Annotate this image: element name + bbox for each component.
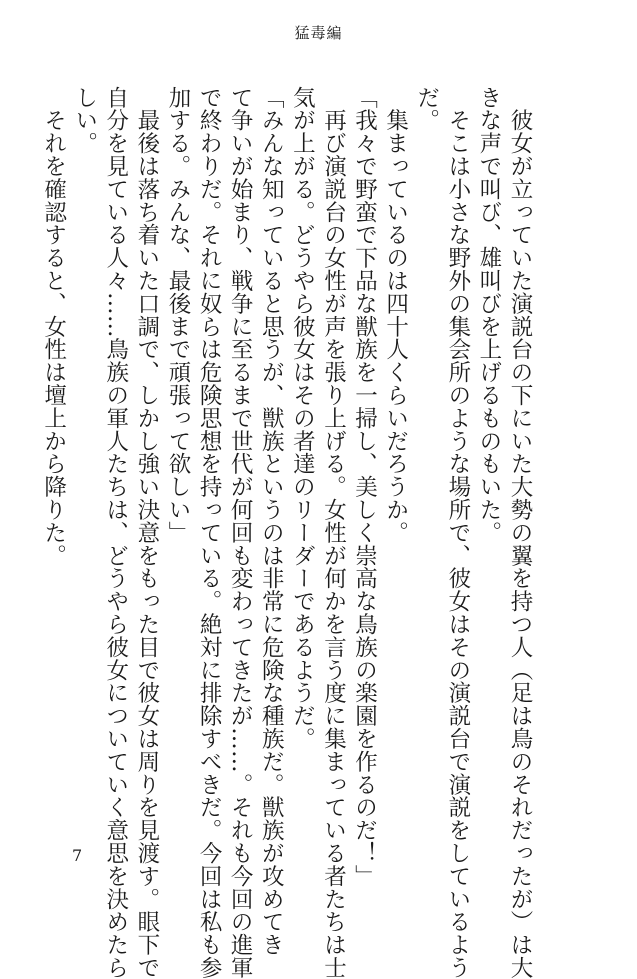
paragraph: 最後は落ち着いた口調で、しかし強い決意をもった目で彼女は周りを見渡す。眼下で 自分を見ている人々……鳥族の軍人たちは、どうやら彼女についていく意思を決めたら しい。	[71, 86, 160, 979]
paragraph: そこは小さな野外の集会所のような場所で、彼女はその演説台で演説をしているよう だ。	[413, 86, 471, 979]
paragraph: 「みんな知っていると思うが、獣族というのは非常に危険な種族だ。獣族が攻めてき て争いが始まり、戦争に至るまで世代が何回も変わってきたが……。それも今回の進軍 で終わりだ。それに奴らは危険思想を持っている。絶対に排除すべきだ。今回は私も参 加する。みんな、最後まで頑張って欲しい」	[164, 86, 285, 979]
paragraph: 集まっているのは四十人くらいだろうか。	[382, 86, 409, 544]
page-number: 7	[72, 846, 83, 865]
paragraph: 彼女が立っていた演説台の下にいた大勢の翼を持つ人（足は鳥のそれだったが）は大 きな声で叫び、雄叫びを上げるものもいた。	[475, 86, 533, 979]
paragraph: 「我々で野蛮で下品な獣族を一掃し、美しく崇高な鳥族の楽園を作るのだ！」	[351, 86, 378, 888]
page-header-title: 猛毒編	[294, 24, 343, 42]
paragraph: 再び演説台の女性が声を張り上げる。女性が何かを言う度に集まっている者たちは士 気が上がる。どうやら彼女はその者達のリーダーであるようだ。	[289, 86, 347, 979]
vertical-text-body	[38, 86, 536, 979]
paragraph: それを確認すると、女性は壇上から降りた。	[40, 86, 67, 567]
